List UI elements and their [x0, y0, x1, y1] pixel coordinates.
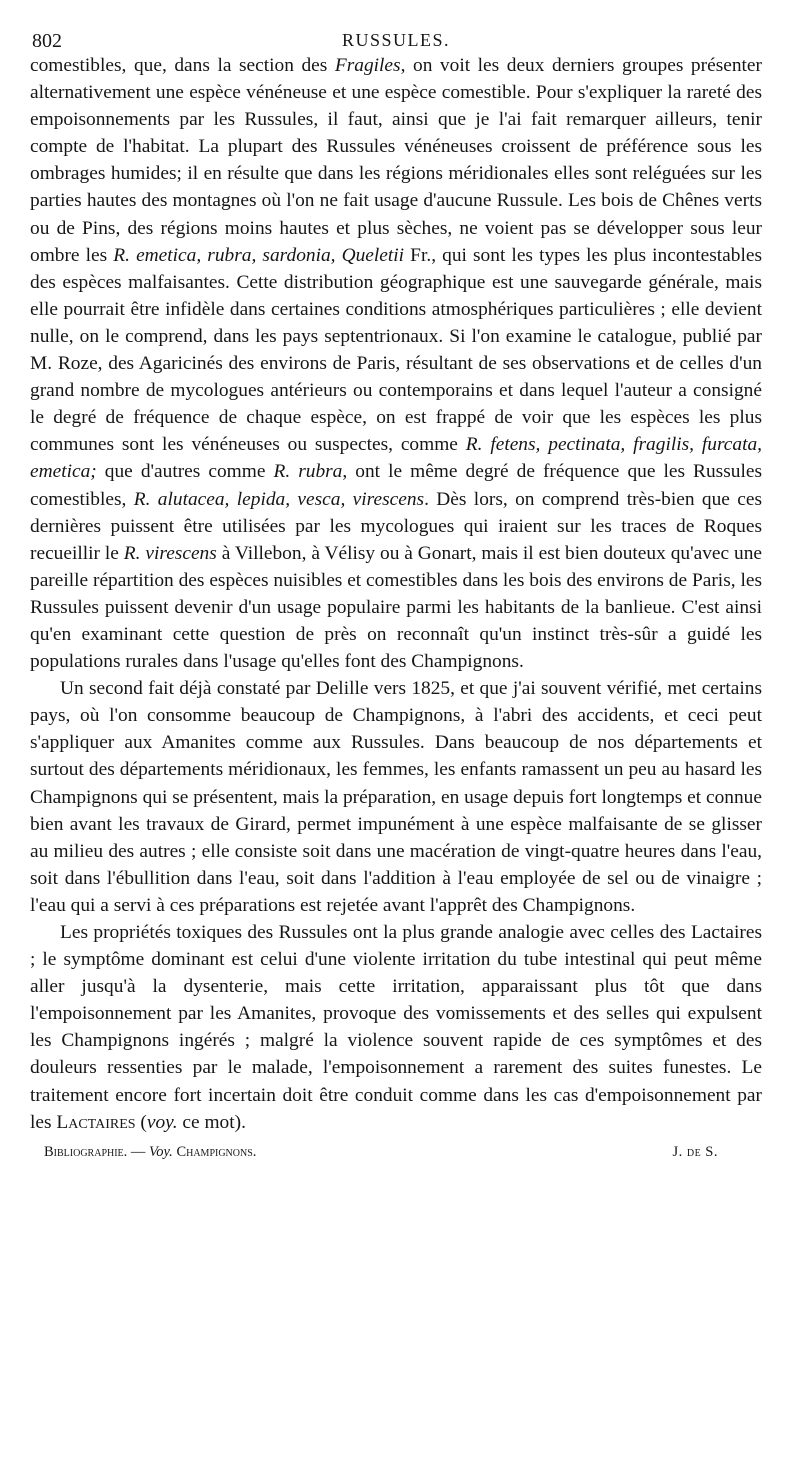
- author-signature: J. de S.: [672, 1143, 718, 1160]
- text-run: . Dès lors, on comprend très-bien que ces dernières puissent être utilisées par les mycologues qui iraient sur les traces de Roques recueillir le: [30, 488, 762, 564]
- bibliography-dash: —: [127, 1143, 150, 1160]
- article-body: [30, 52, 762, 1136]
- text-run: à Villebon, à Vélisy ou à Gonart, mais il est bien douteux qu'avec une pareille répartition des espèces nuisibles et comestibles dans les bois des environs de Paris, les Russules puissent devenir d'un usage populaire parmi les habitants de la banlieue. C'est ainsi qu'en examinant cette question de près on reconnaît qu'un instinct très-sûr a guidé les populations rurales dans l'usage qu'elles font des Champignons.: [30, 542, 762, 673]
- italic-term: R. alutacea, lepida, vesca, virescens: [133, 488, 425, 510]
- bibliography-line: [30, 1142, 762, 1168]
- italic-term: R. virescens: [123, 542, 217, 564]
- bibliography-reference: Champignons.: [176, 1143, 257, 1160]
- text-run: (: [135, 1111, 147, 1133]
- text-run: que d'autres comme: [96, 461, 274, 483]
- running-title: RUSSULES.: [341, 30, 451, 50]
- paragraph: [30, 919, 762, 1136]
- text-run: , on voit les deux derniers groupes présenter alternativement une espèce vénéneuse et une espèce comestible. Pour s'expliquer la rareté des empoisonnements par les Russules, il faut, ainsi que je l'ai fait remarquer ailleurs, tenir compte de l'habitat. La plupart des Russules vénéneuses croissent de préférence sous les ombrages humides; il en résulte que dans les régions méridionales elles sont reléguées sur les parties hautes des montagnes où l'on ne fait usage d'aucune Russule. Les bois de Chênes verts ou de Pins, des régions moins hautes et plus sèches, ne voient pas se développer sous leur ombre les: [30, 55, 762, 266]
- italic-term: R. rubra: [273, 461, 343, 483]
- paragraph: [30, 675, 762, 919]
- bibliography-label: Bibliographie.: [44, 1143, 128, 1160]
- page: [30, 22, 762, 1168]
- bibliography-voy: Voy.: [149, 1143, 173, 1160]
- text-run: , ont le même degré de fréquence que les Russules comestibles,: [30, 461, 763, 510]
- italic-term: R. emetica, rubra, sardonia, Queletii: [113, 244, 405, 266]
- text-run: Les propriétés toxiques des Russules ont la plus grande analogie avec celles des Lactaires ; le symptôme dominant est celui d'une violente irritation du tube intestinal qui peut même aller jusqu'à la dysenterie, mais cette irritation, apparaissant plus tôt que dans l'empoisonnement par les Amanites, provoque des vomissements et des selles qui expulsent les Champignons ingérés ; malgré la violence souvent rapide de ces symptômes et des douleurs ressenties par le malade, l'empoisonnement a rarement des suites funestes. Le traitement encore fort incertain doit être conduit comme dans les cas d'empoisonnement par les: [30, 922, 762, 1133]
- text-run: ce mot).: [177, 1111, 246, 1133]
- small-caps-term: Lactaires: [56, 1111, 136, 1133]
- text-run: comestibles, que, dans la section des: [30, 55, 335, 76]
- bibliography-note: [44, 1144, 256, 1161]
- page-number: 802: [32, 30, 62, 52]
- text-run: Un second fait déjà constaté par Delille vers 1825, et que j'ai souvent vérifié, met certains pays, où l'on consomme beaucoup de Champignons, à l'abri des accidents, et ceci peut s'appliquer aux Amanites comme aux Russules. Dans beaucoup de nos départements et surtout des départements méridionaux, les femmes, les enfants ramassent un peu au hasard les Champignons qui se présentent, mais la préparation, en usage depuis fort longtemps et connue bien avant les travaux de Girard, permet impunément à une espèce malfaisante de se glisser au milieu des autres ; elle consiste soit dans une macération de vingt-quatre heures dans l'eau, soit dans l'ébullition dans l'eau, soit dans l'addition à l'eau employée de sel ou de vinaigre ; l'eau qui a servi à ces préparations est rejetée avant l'apprêt des Champignons.: [30, 678, 762, 916]
- paragraph: [30, 52, 762, 675]
- italic-term: R. fetens, pectinata, fragilis, furcata, emetica;: [30, 434, 763, 483]
- running-head: [30, 22, 762, 52]
- italic-term: Fragiles: [334, 55, 401, 76]
- text-run: Fr., qui sont les types les plus incontestables des espèces malfaisantes. Cette distribution géographique est une sauvegarde générale, mais elle pourrait être infidèle dans certaines conditions atmosphériques particulières ; elle devient nulle, on le comprend, dans les pays septentrionaux. Si l'on examine le catalogue, publié par M. Roze, des Agaricinés des environs de Paris, résultant de ses observations et de celles d'un grand nombre de mycologues antérieurs ou contemporains et dans lequel l'auteur a consigné le degré de fréquence de chaque espèce, on est frappé de voir que les espèces les plus communes sont les vénéneuses ou suspectes, comme: [30, 244, 763, 456]
- italic-term: voy.: [146, 1111, 178, 1133]
